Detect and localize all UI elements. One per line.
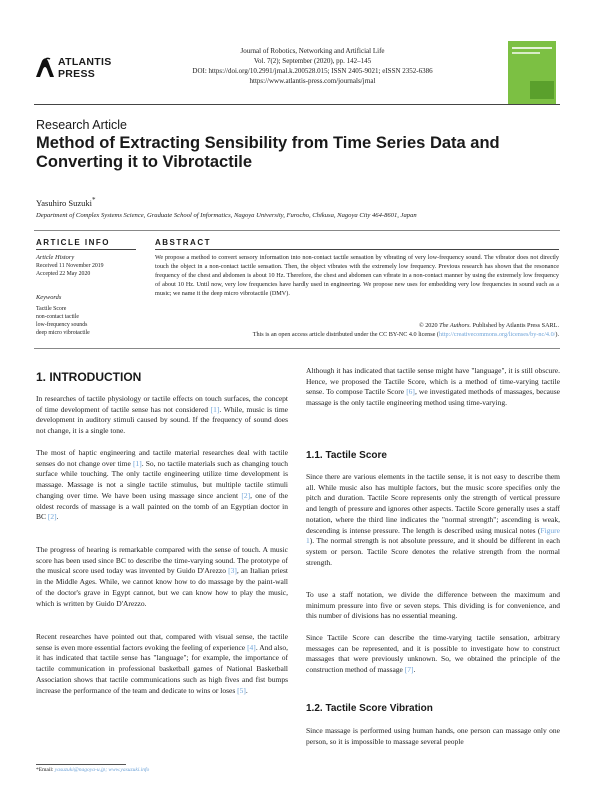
article-title: Method of Extracting Sensibility from Time Series Data and Converting it to Vibrotactile (36, 134, 500, 171)
citation-link[interactable]: [6] (406, 387, 415, 397)
journal-info (150, 46, 475, 86)
journal-name: Journal of Robotics, Networking and Artificial Life (240, 47, 385, 55)
citation-link[interactable]: [5] (237, 685, 246, 695)
publisher-logo (34, 55, 114, 95)
article-type: Research Article (36, 118, 128, 132)
email-link[interactable]: yasuzuki@nagoya-u.jp; www.yasuzuki.info (54, 767, 150, 773)
paragraph: The most of haptic engineering and tactile material researches deal with tactile senses do not change over time [1]. So, no tactile materials such as changing touch surface while touching. The only tactile engineering utilize time development is massage. Massage is not a single tactile stimulus, but multiple tactile stimuli changing over time. We have been using massage since ancient [2], one of the oldest records of massage is a wall painted on the tomb of an Egyptian doctor in BC [2]. (36, 448, 288, 522)
citation-link[interactable]: [1] (132, 458, 142, 468)
keyword: deep micro vibrotactile (36, 330, 90, 336)
paragraph: Since there are various elements in the tactile sense, it is not easy to describe them all. While music also has multiple factors, but the music score specifies only the pitch and duration. Tactile Score represents only the strength of vertical pressure and length of pressure and ignores other aspects. Tactile Score generally uses a staff notation, where the third line indicates the "normal strength"; ascending is weak, descending is intense pressure. The length is described using musical notes (Figure 1). The normal strength is not absolute pressure, and it should be different in each system or person. Tactile Score denotes the relative strength from the normal strength. (306, 472, 560, 567)
citation-link[interactable]: [7] (404, 665, 414, 675)
article-history: Article History Received 11 November 2019 Accepted 22 May 2020 (36, 254, 104, 277)
paragraph: Since Tactile Score can describe the time-varying tactile sensation, arbitrary messages can be represented, and it is possible to investigate how to construct massages that were previously unknown. So, we obtained the principle of the construction method of massage [7]. (306, 633, 560, 675)
citation-link[interactable]: [2] (47, 512, 57, 522)
keyword: non-contact tactile (36, 314, 79, 320)
paragraph: In researches of tactile physiology or tactile effects on touch surfaces, the concept of time development of tactile sense has not considered [1]. While, music is time development in auditory stimuli caused by sound. If the frequency of sound does not change, it is a single tone. (36, 394, 288, 436)
keyword: low-frequency sounds (36, 322, 88, 328)
footnote: *Email: yasuzuki@nagoya-u.jp; www.yasuzuki.info (36, 767, 150, 773)
section-heading-tactile-score: 1.1. Tactile Score (306, 450, 387, 461)
publisher-name: ATLANTIS PRESS (58, 56, 112, 80)
paragraph: To use a staff notation, we divide the difference between the maximum and minimum pressure into five or seven steps. This dividing is for convenience, and this number of divisions has no essential meaning. (306, 590, 560, 621)
paragraph: Since massage is performed using human hands, one person can massage only one person, so it is impossible to massage several people (306, 726, 560, 746)
divider (34, 348, 560, 349)
section-heading-tactile-score-vibration: 1.2. Tactile Score Vibration (306, 703, 433, 714)
divider (36, 249, 136, 250)
divider (155, 249, 559, 250)
footnote-rule (36, 764, 126, 765)
section-heading-introduction: 1. INTRODUCTION (36, 370, 142, 384)
citation-link[interactable]: [4] (247, 642, 256, 652)
citation-link[interactable]: [2] (241, 490, 251, 500)
paragraph: Recent researches have pointed out that, compared with visual sense, the tactile sense is even more essential factors evoking the feeling of experience [4]. And also, it has indicated that tactile sense has "language"; for example, the importance of tactile communication in professional basketball games of National Basketball Association shows that tactile communications such as high fives and fist bumps increase the performance of the team and dedicate to wins or loses [5]. (36, 632, 288, 695)
keyword: Tactile Score (36, 306, 67, 312)
paragraph: Although it has indicated that tactile sense might have "language", it is still obscure. Hence, we proposed the Tactile Score, which is a method of time-varying tactile sense. To compose Tactile Score [6], we investigated methods of massages, because massage is the only tactile engineering method using time-varying. (306, 366, 560, 408)
journal-cover-thumbnail (508, 41, 556, 104)
abstract-heading: ABSTRACT (155, 238, 211, 247)
volume-pages: Vol. 7(2); September (2020), pp. 142–145 (253, 57, 372, 65)
author: Yasuhiro Suzuki* (36, 196, 96, 208)
license-link[interactable]: http://creativecommons.org/licenses/by-nc/4.0/ (439, 330, 556, 338)
atlantis-press-logo-icon (34, 55, 56, 79)
copyright: © 2020 The Authors. Published by Atlantis Press SARL. This is an open access article distributed under the CC BY-NC 4.0 license (http://creativecommons.org/licenses/by-nc/4.0/). (252, 322, 559, 338)
figure-link[interactable]: Figure 1 (306, 525, 560, 546)
abstract-text: We propose a method to convert sensory information into non-contact tactile sensation by vibrating of very low-frequency sound. The vibrator does not directly touch the object in a non-contact tactile sensation. Then, the object vibrates with the extremely low frequency. Previous research has shown that the resonance frequency of the chest and abdomen is about 10 Hz. Therefore, the chest and abdomen can vibrate in a non-contact manner by using the extremely low frequency of about 10 Hz. Until now, very low frequencies have hardly used in engineering. We propose new uses for embedding very low frequencies in sound such as a music; we name it the deep micro vibrotactile (DMV). (155, 254, 559, 297)
citation-link[interactable]: [3] (228, 566, 237, 576)
keywords: Keywords Tactile Score non-contact tactile low-frequency sounds deep micro vibrotactile (36, 294, 146, 337)
affiliation: Department of Complex Systems Science, Graduate School of Informatics, Nagoya University, Furocho, Chikusa, Nagoya City 464-8601, Japan (36, 212, 417, 219)
paragraph: The progress of hearing is remarkable compared with the sense of touch. A music score has been used since BC to describe the time-varying sound. The prototype of the musical score used today was invented by Guido D'Arezzo [3], an Italian priest in the Middle Ages. While, we cannot know how to do massage by the paint-wall of the doctor's grave in Egypt cannot, but we can know how to play the music, which is written by Guido D'Arezzo. (36, 545, 288, 608)
journal-url[interactable]: https://www.atlantis-press.com/journals/jrnal (249, 77, 376, 85)
divider (34, 230, 560, 231)
doi-issn: DOI: https://doi.org/10.2991/jrnal.k.200528.015; ISSN 2405-9021; eISSN 2352-6386 (192, 67, 433, 75)
article-info-heading: ARTICLE INFO (36, 238, 110, 247)
header-rule (34, 104, 560, 105)
citation-link[interactable]: [1] (210, 404, 220, 414)
